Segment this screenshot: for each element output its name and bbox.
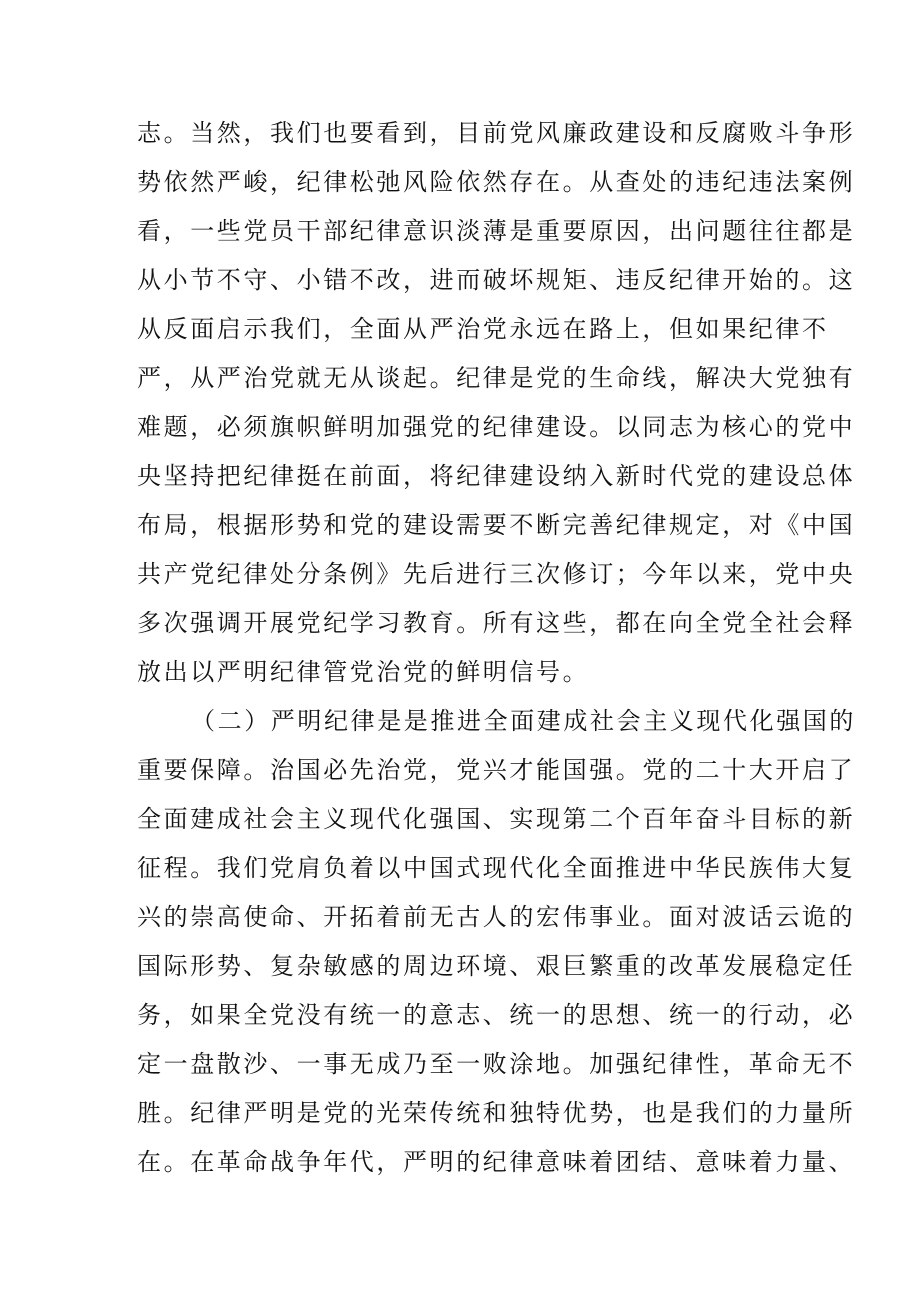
text-line: 重要保障。治国必先治党，党兴才能国强。党的二十大开启了 xyxy=(137,756,856,784)
text-line: 放出以严明纪律管党治党的鲜明信号。 xyxy=(137,658,590,686)
text-line: 从小节不守、小错不改，进而破坏规矩、违反纪律开始的。这 xyxy=(137,266,856,294)
text-line: 务，如果全党没有统一的意志、统一的思想、统一的行动，必 xyxy=(137,1001,856,1029)
section-heading-line: （二）严明纪律是是推进全面建成社会主义现代化强国的 xyxy=(191,707,856,735)
text-line: 严，从严治党就无从谈起。纪律是党的生命线，解决大党独有 xyxy=(137,364,856,392)
text-line: 定一盘散沙、一事无成乃至一败涂地。加强纪律性，革命无不 xyxy=(137,1050,856,1078)
text-line: 胜。纪律严明是党的光荣传统和独特优势，也是我们的力量所 xyxy=(137,1099,856,1127)
text-line: 难题，必须旗帜鲜明加强党的纪律建设。以同志为核心的党中 xyxy=(137,413,856,441)
text-line: 央坚持把纪律挺在前面，将纪律建设纳入新时代党的建设总体 xyxy=(137,462,856,490)
text-line: 从反面启示我们，全面从严治党永远在路上，但如果纪律不 xyxy=(137,315,829,343)
text-line: 全面建成社会主义现代化强国、实现第二个百年奋斗目标的新 xyxy=(137,805,856,833)
text-line: 征程。我们党肩负着以中国式现代化全面推进中华民族伟大复 xyxy=(137,854,856,882)
text-line: 势依然严峻，纪律松弛风险依然存在。从查处的违纪违法案例 xyxy=(137,168,856,196)
text-line: 志。当然，我们也要看到，目前党风廉政建设和反腐败斗争形 xyxy=(137,119,856,147)
text-line: 布局，根据形势和党的建设需要不断完善纪律规定，对《中国 xyxy=(137,511,856,539)
text-line: 多次强调开展党纪学习教育。所有这些，都在向全党全社会释 xyxy=(137,609,856,637)
text-line: 共产党纪律处分条例》先后进行三次修订；今年以来，党中央 xyxy=(137,560,856,588)
text-line: 在。在革命战争年代，严明的纪律意味着团结、意味着力量、 xyxy=(137,1148,856,1176)
text-line: 兴的崇高使命、开拓着前无古人的宏伟事业。面对波话云诡的 xyxy=(137,903,856,931)
text-line: 国际形势、复杂敏感的周边环境、艰巨繁重的改革发展稳定任 xyxy=(137,952,856,980)
text-line: 看，一些党员干部纪律意识淡薄是重要原因，出问题往往都是 xyxy=(137,217,856,245)
